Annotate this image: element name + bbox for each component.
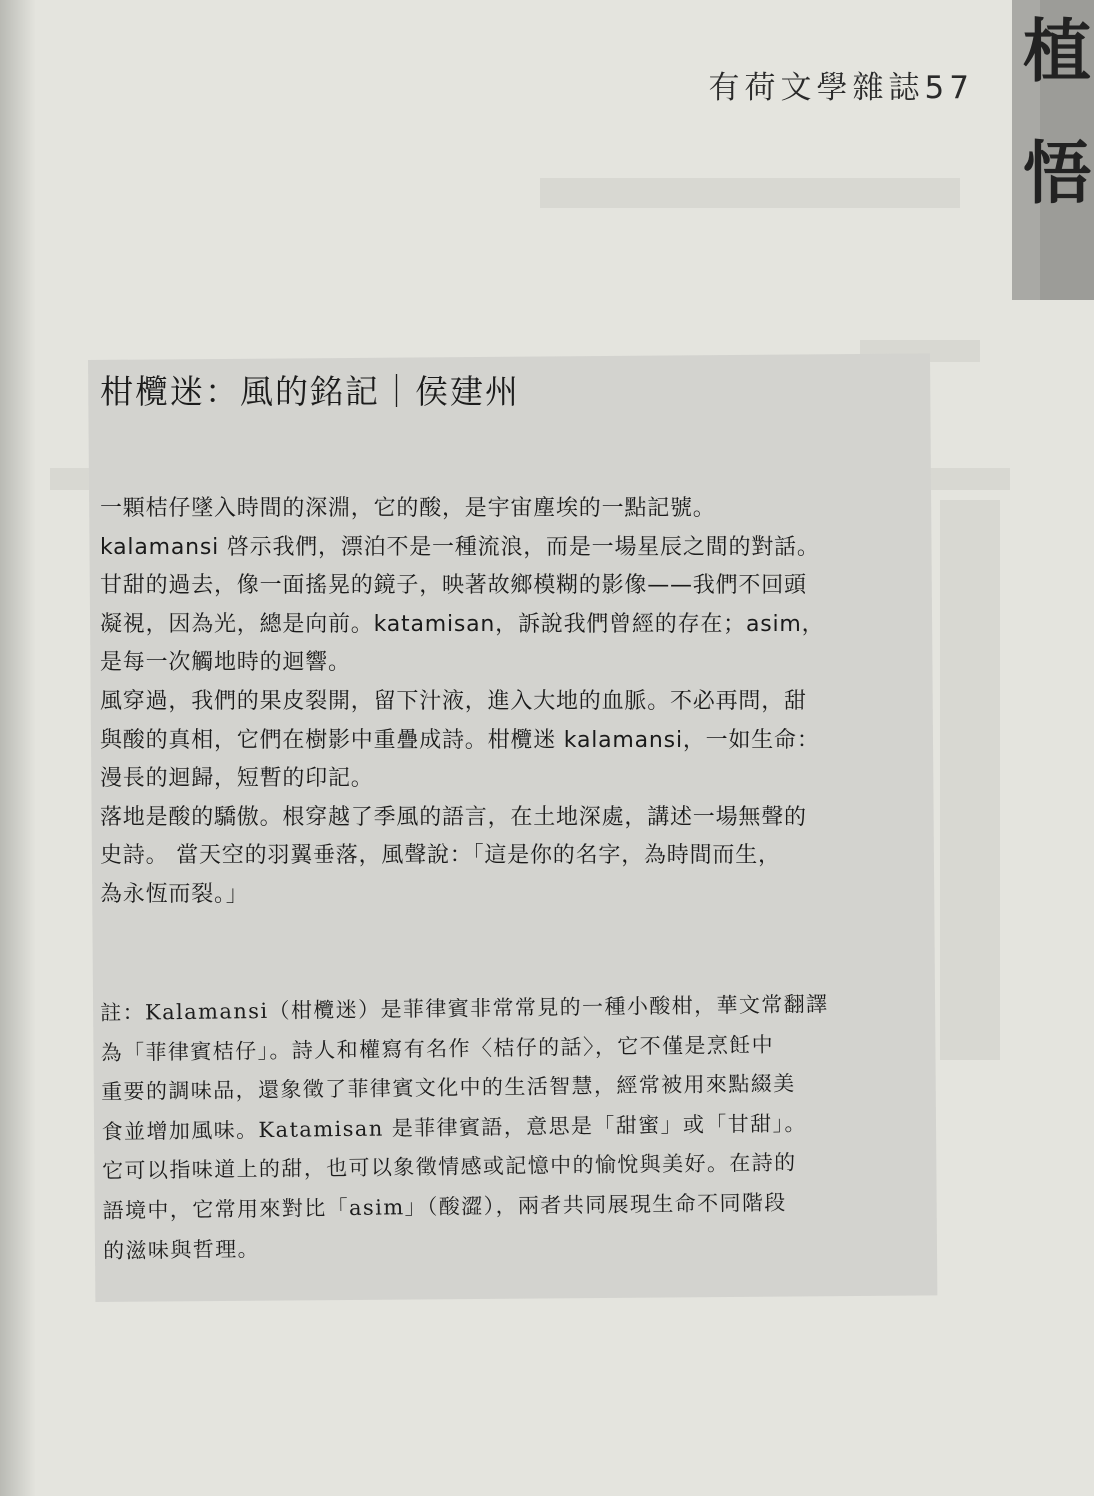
show-through-bar: [540, 178, 960, 208]
poem-line: 史詩。 當天空的羽翼垂落，風聲說：「這是你的名字，為時間而生，: [100, 843, 781, 869]
poem-line: 漫長的迴歸，短暫的印記。: [100, 766, 374, 792]
running-header: 有荷文學雜誌57: [708, 70, 974, 106]
side-tab-char-1: 植: [1022, 12, 1091, 92]
poem-line: 與酸的真相，它們在樹影中重疊成詩。柑欖迷 kalamansi，一如生命：: [100, 727, 820, 753]
poem-line: 一顆桔仔墜入時間的深淵，它的酸，是宇宙塵埃的一點記號。: [100, 496, 716, 521]
side-tab-char-2: 悟: [1022, 134, 1091, 214]
poem-line: 凝視，因為光，總是向前。katamisan，訴說我們曾經的存在；asim，: [100, 611, 825, 637]
footnote-line: 註：Kalamansi（柑欖迷）是菲律賓非常常見的一種小酸柑，華文常翻譯: [100, 992, 829, 1025]
footnote-line: 的滋味與哲理。: [102, 1236, 261, 1263]
footnote-line: 為「菲律賓桔仔」。詩人和權寫有名作〈桔仔的話〉，它不僅是烹飪中: [100, 1032, 775, 1065]
footnote: [100, 984, 943, 1271]
footnote-line: 它可以指味道上的甜，也可以象徵情感或記憶中的愉悅與美好。在詩的: [102, 1150, 797, 1184]
poem-line: 為永恆而裂。」: [100, 881, 249, 907]
page-gutter-shadow: [0, 0, 36, 1496]
poem-line: 風穿過，我們的果皮裂開，留下汁液，進入大地的血脈。不必再問，甜: [100, 688, 807, 714]
poem-line: 落地是酸的驕傲。根穿越了季風的語言，在土地深處，講述一場無聲的: [100, 804, 807, 830]
poem-line: 是每一次觸地時的迴響。: [100, 650, 351, 676]
footnote-line: 語境中，它常用來對比「asim」（酸澀），兩者共同展現生命不同階段: [102, 1190, 787, 1223]
poem-body: [100, 490, 930, 915]
article-title: 柑欖迷：風的銘記｜侯建州: [100, 372, 520, 411]
show-through-bar: [940, 500, 1000, 1060]
poem-line: kalamansi 啓示我們，漂泊不是一種流浪，而是一場星辰之間的對話。: [100, 534, 820, 560]
footnote-line: 食並增加風味。Katamisan 是菲律賓語，意思是「甜蜜」或「甘甜」。: [101, 1111, 807, 1144]
footnote-line: 重要的調味品，還象徵了菲律賓文化中的生活智慧，經常被用來點綴美: [101, 1071, 796, 1105]
poem-line: 甘甜的過去，像一面搖晃的鏡子，映著故鄉模糊的影像——我們不回頭: [100, 573, 807, 599]
